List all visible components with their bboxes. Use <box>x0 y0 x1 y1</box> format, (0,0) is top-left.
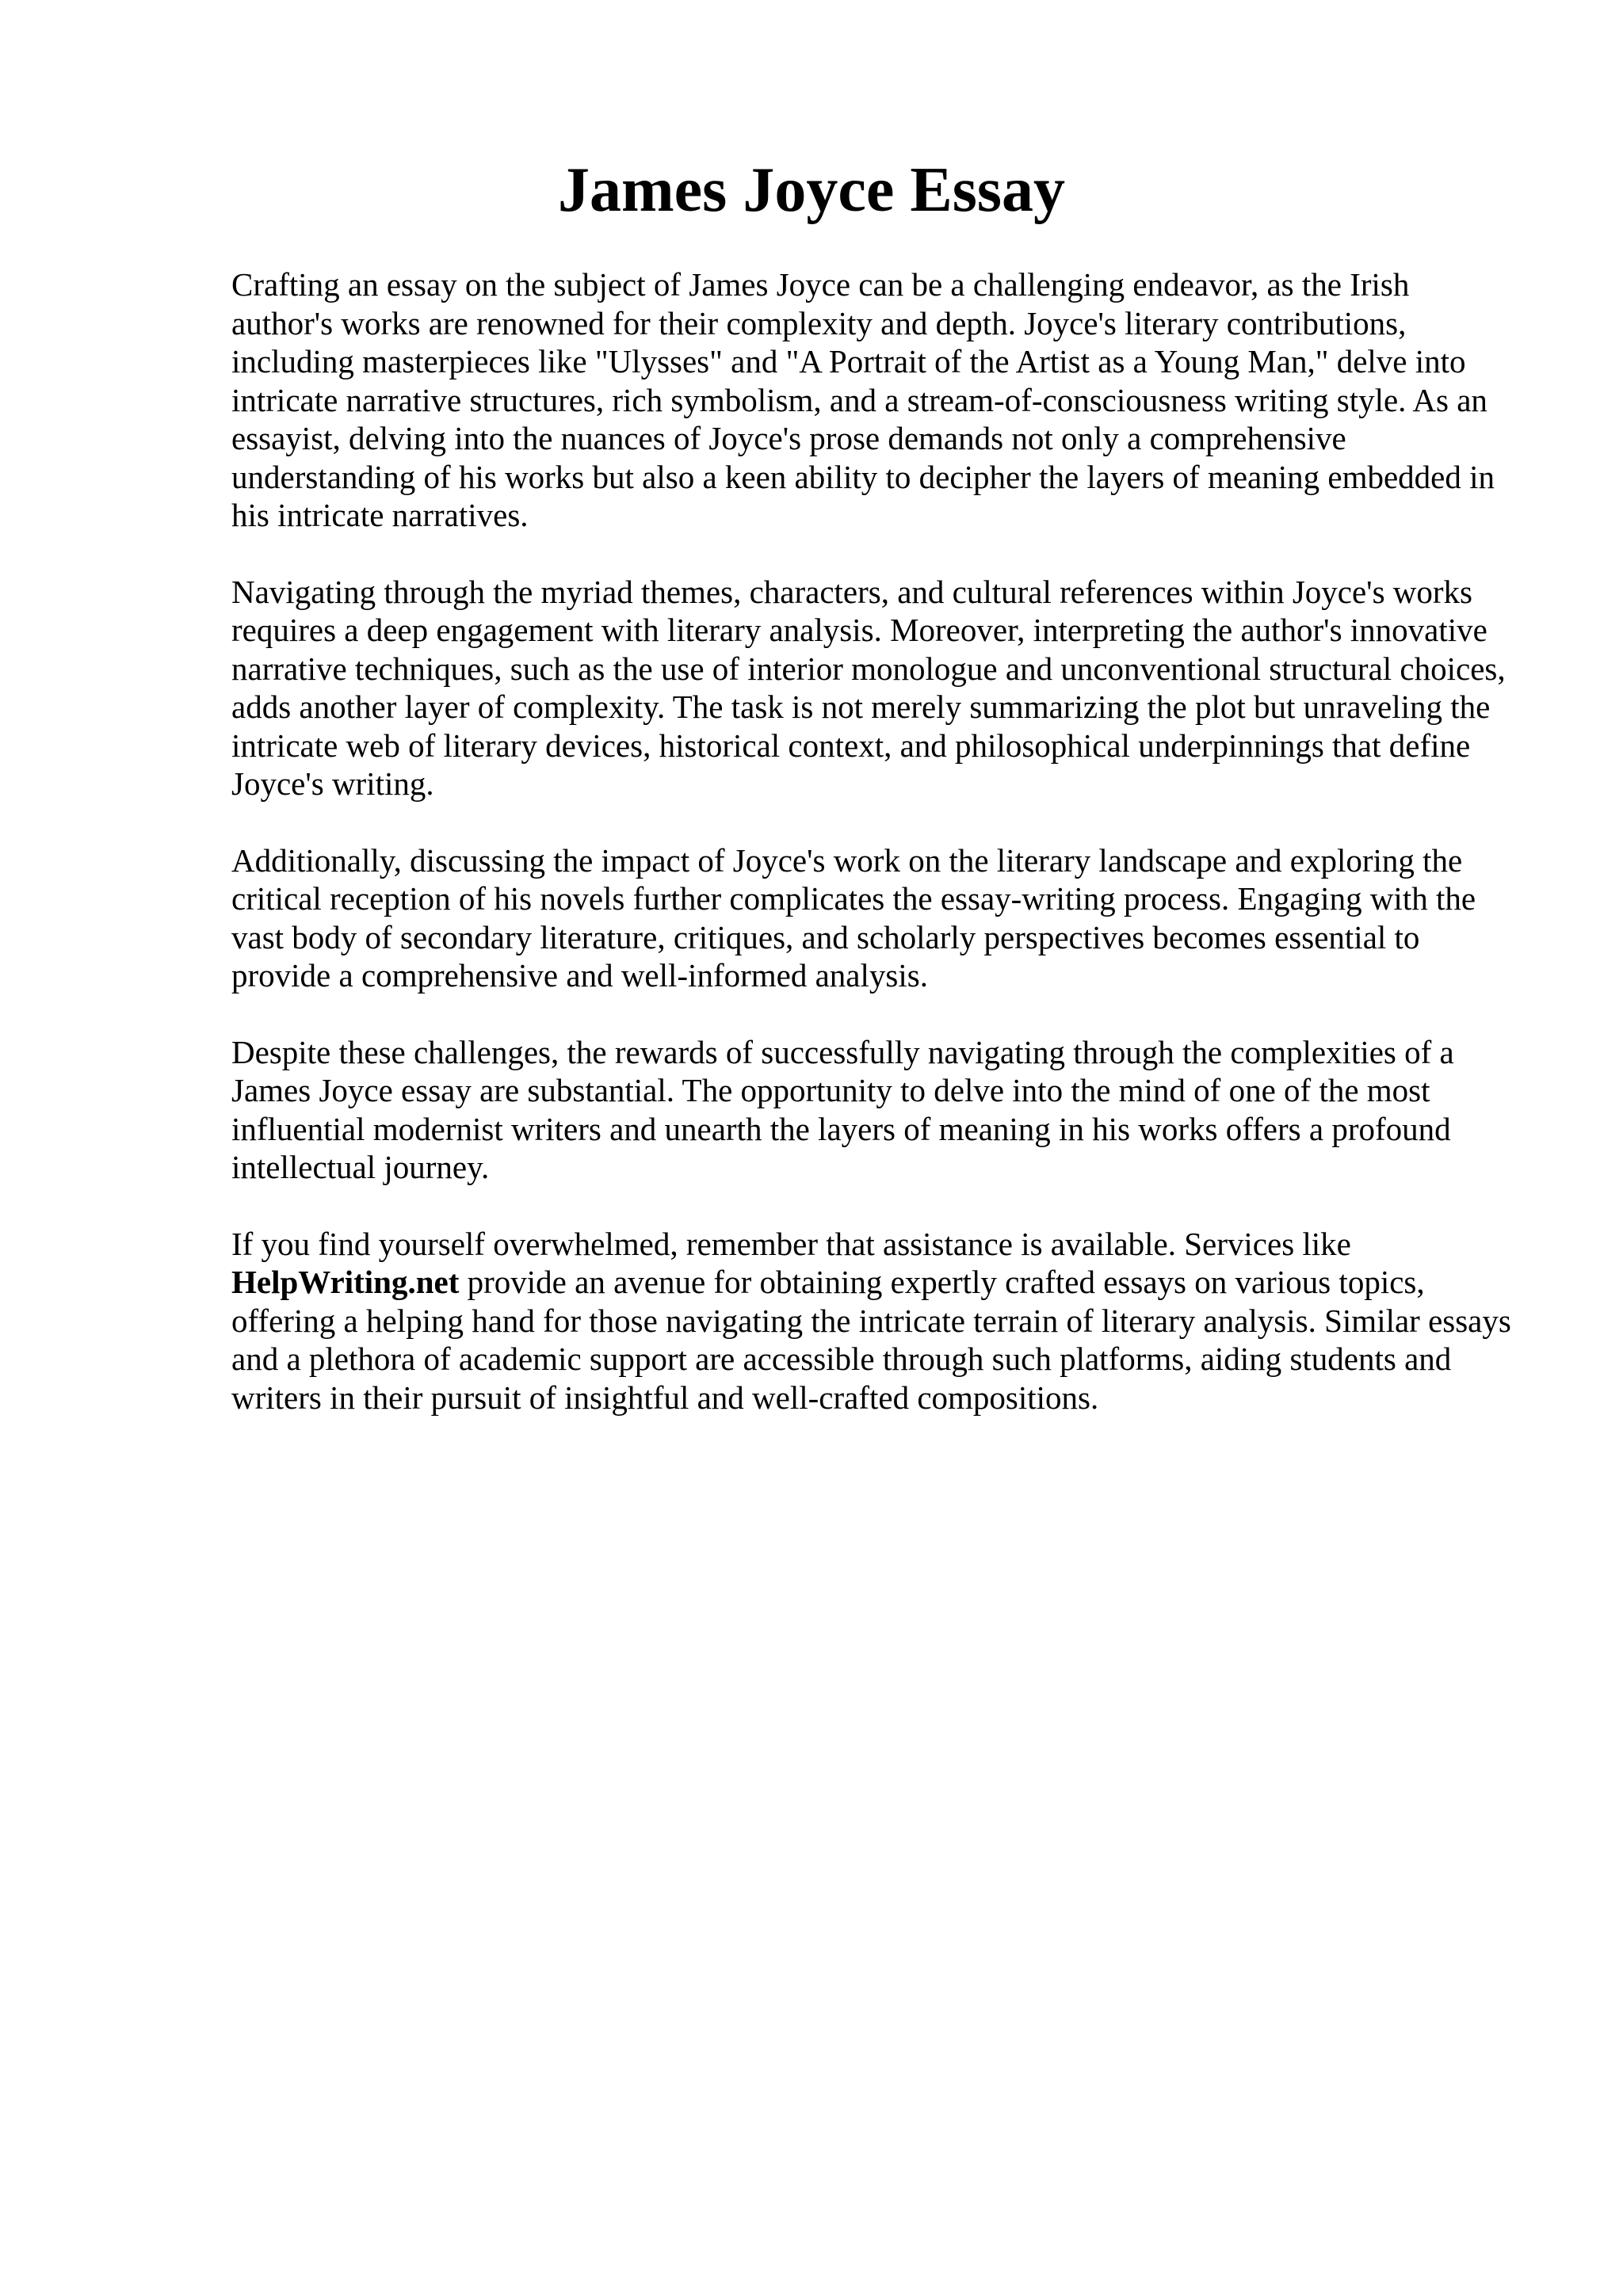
paragraph-5-intro: If you find yourself overwhelmed, remember that assistance is available. Services like <box>231 1225 1351 1262</box>
paragraph-3: Additionally, discussing the impact of Joyce's work on the literary landscape and exploring the critical reception of his novels further complicates the essay-writing process. Engaging with the vast body of secondary literature, critiques, and scholarly perspectives becomes essential to provide a comprehensive and well-informed analysis. <box>231 841 1476 994</box>
paragraph-5-rest: provide an avenue for obtaining expertly crafted essays on various topics, offering a helping hand for those navigating the intricate terrain of literary analysis. Similar essays and a plethora of academic support are accessible through such platforms, aiding students and writers in their pursuit of insightful and well-crafted compositions. <box>231 1264 1511 1416</box>
paragraph-4: Despite these challenges, the rewards of successfully navigating through the complexities of a James Joyce essay are substantial. The opportunity to delve into the mind of one of the most influential modernist writers and unearth the layers of meaning in his works offers a profound intellectual journey. <box>231 1033 1454 1185</box>
helpwriting-link[interactable]: HelpWriting.net <box>231 1264 460 1300</box>
paragraph-2: Navigating through the myriad themes, characters, and cultural references within Joyce's works requires a deep engagement with literary analysis. Moreover, interpreting the author's innovative narrative techniques, such as the use of interior monologue and unconventional structural choices, adds another layer of complexity. The task is not merely summarizing the plot but unraveling the intricate web of literary devices, historical context, and philosophical underpinnings that define Joyce's writing. <box>231 573 1506 802</box>
essay-body <box>231 265 1515 1455</box>
page-title: James Joyce Essay <box>558 155 1065 225</box>
paragraph-1: Crafting an essay on the subject of James Joyce can be a challenging endeavor, as the Irish author's works are renowned for their complexity and depth. Joyce's literary contributions, including masterpieces like "Ulysses" and "A Portrait of the Artist as a Young Man," delve into intricate narrative structures, rich symbolism, and a stream-of-consciousness writing style. As an essayist, delving into the nuances of Joyce's prose demands not only a comprehensive understanding of his works but also a keen ability to decipher the layers of meaning embedded in his intricate narratives. <box>231 266 1495 533</box>
paragraph-5 <box>231 1225 1515 1417</box>
